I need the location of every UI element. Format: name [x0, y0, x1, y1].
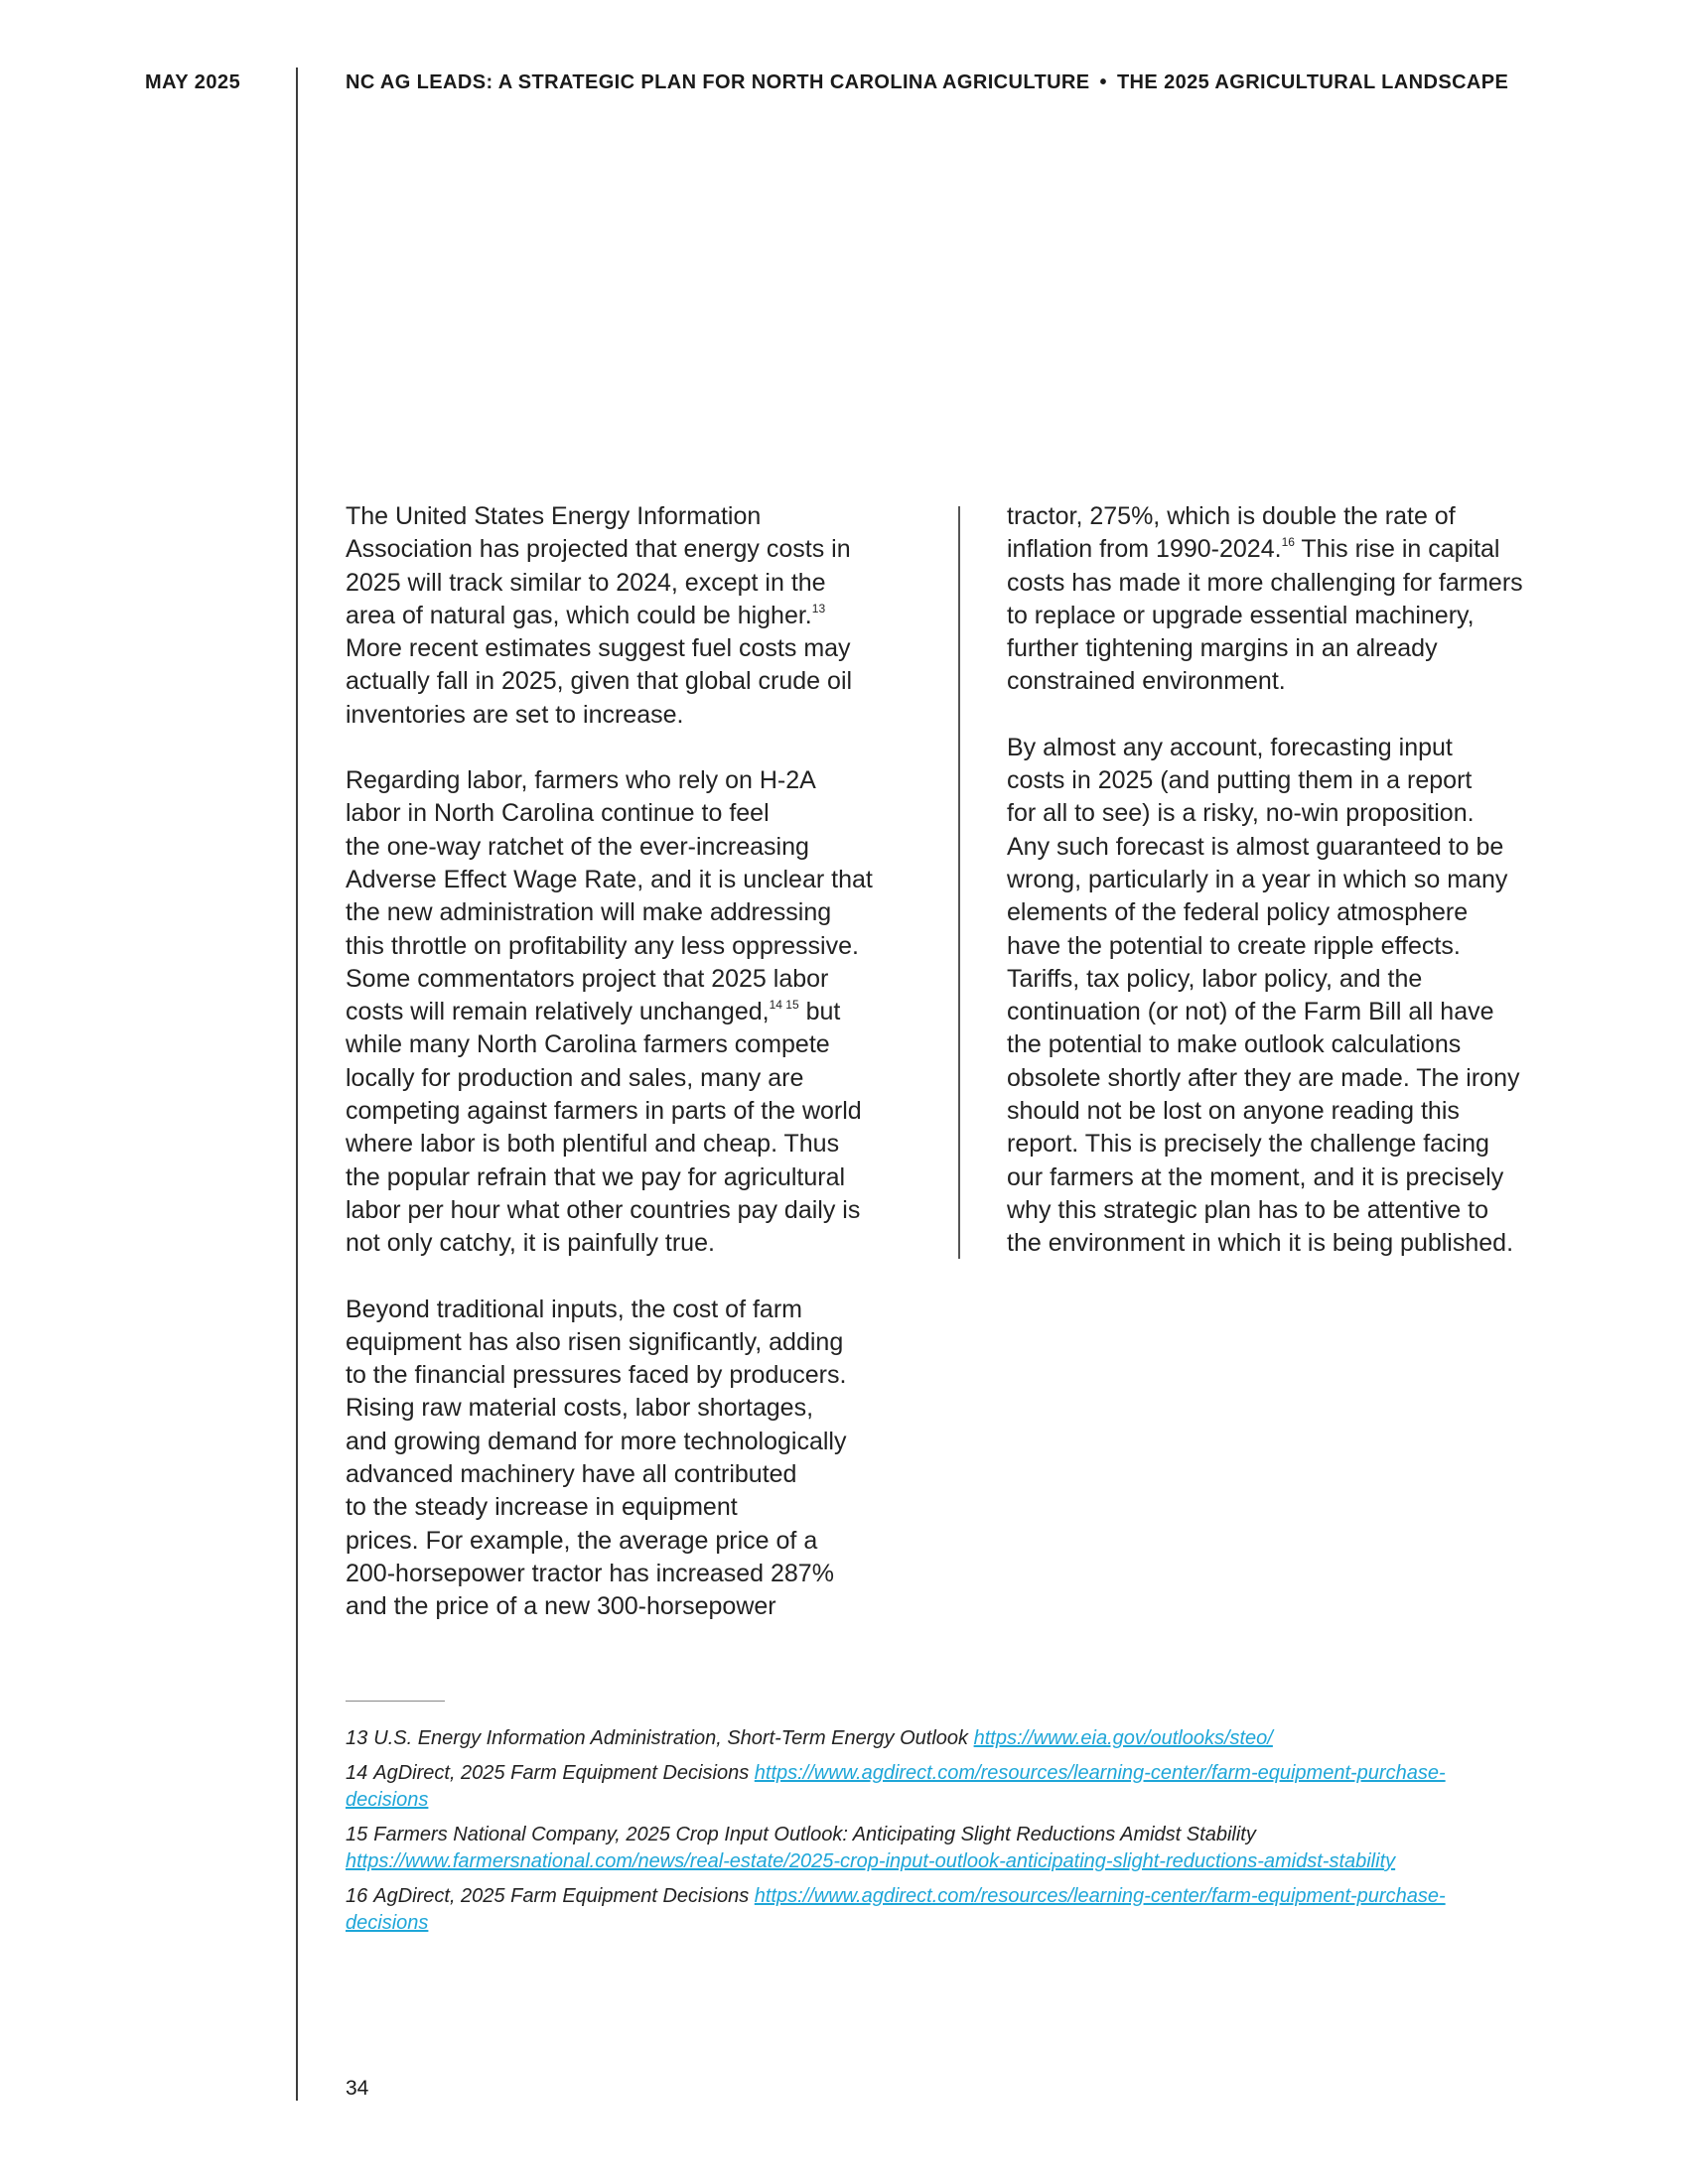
header-date: MAY 2025: [145, 71, 241, 93]
page-number: 34: [346, 2077, 369, 2100]
footnotes-list: [346, 1725, 1497, 1945]
footnote-14: 14 AgDirect, 2025 Farm Equipment Decisions https://www.agdirect.com/resources/learning-center/farm-equipment-purchase-decisions: [346, 1762, 1446, 1811]
footnote-13-link[interactable]: https://www.eia.gov/outlooks/steo/: [973, 1727, 1273, 1749]
page-vertical-rule: [296, 68, 298, 2101]
paragraph-equipment: Beyond traditional inputs, the cost of farm equipment has also risen significantly, adding to the financial pressures faced by producers. Rising raw material costs, labor shortages, and growing demand for more technologically advanced machinery have all contributed to the steady increase in equipment prices. For example, the average price of a 200-horsepower tractor has increased 287% and the price of a new 300-horsepower: [346, 1295, 847, 1621]
footnote-ref-14-15[interactable]: 14 15: [769, 998, 799, 1013]
paragraph-energy-costs: The United States Energy Information Association has projected that energy costs in 2025 will track similar to 2024, except in the area of natural gas, which could be higher.$^{13}$ More recent estimates suggest fuel costs may actually fall in 2025, given that global crude oil inventories are set to increase.: [346, 502, 853, 729]
right-text-column: [1007, 500, 1573, 1294]
column-divider: [958, 506, 960, 1259]
footnote-ref-13[interactable]: 13: [811, 601, 826, 615]
footnote-16: 16 AgDirect, 2025 Farm Equipment Decisions https://www.agdirect.com/resources/learning-center/farm-equipment-purchase-decisions: [346, 1885, 1446, 1934]
footnote-15-link[interactable]: https://www.farmersnational.com/news/real-estate/2025-crop-input-outlook-anticipating-slight-reductions-amidst-stability: [346, 1850, 1396, 1872]
paragraph-tractor-inflation: tractor, 275%, which is double the rate of inflation from 1990-2024.16 This rise in capital costs has made it more challenging for farmers to replace or upgrade essential machinery, further tightening margins in an already constrained environment.: [1007, 502, 1523, 696]
paragraph-forecasting: By almost any account, forecasting input costs in 2025 (and putting them in a report for all to see) is a risky, no-win proposition. Any such forecast is almost guaranteed to be wrong, particularly in a year in which so many elements of the federal policy atmosphere have the potential to create ripple effects. Tariffs, tax policy, labor policy, and the continuation (or not) of the Farm Bill all have the potential to make outlook calculations obsolete shortly after they are made. The irony should not be lost on anyone reading this report. This is precisely the challenge facing our farmers at the moment, and it is precisely why this strategic plan has to be attentive to the environment in which it is being published.: [1007, 733, 1520, 1258]
header-title-bar: [346, 71, 1508, 94]
paragraph-labor: Regarding labor, farmers who rely on H-2A labor in North Carolina continue to feel the one-way ratchet of the ever-increasing Adverse Effect Wage Rate, and it is unclear that the new administration will make addressing this throttle on profitability any less oppressive. Some commentators project that 2025 labor costs will remain relatively unchanged,$^{14 15}$ but while many North Carolina farmers compete locally for production and sales, many are competing against farmers in parts of the world where labor is both plentiful and cheap. Thus the popular refrain that we pay for agricultural labor per hour what other countries pay daily is not only catchy, it is painfully true.: [346, 766, 873, 1258]
document-title: NC AG LEADS: A STRATEGIC PLAN FOR NORTH CAROLINA AGRICULTURE: [346, 71, 1090, 93]
footnote-14-link[interactable]: https://www.agdirect.com/resources/learning-center/farm-equipment-purchase-decisions: [346, 1762, 1446, 1811]
header-separator: •: [1099, 71, 1107, 93]
footnote-rule: [346, 1701, 445, 1702]
footnote-13: 13 U.S. Energy Information Administration, Short-Term Energy Outlook https://www.eia.gov/outlooks/steo/: [346, 1727, 1273, 1749]
footnote-16-link[interactable]: https://www.agdirect.com/resources/learning-center/farm-equipment-purchase-decisions: [346, 1885, 1446, 1934]
section-title: THE 2025 AGRICULTURAL LANDSCAPE: [1116, 71, 1509, 93]
footnote-ref-16[interactable]: 16: [1281, 535, 1295, 550]
left-text-column: [346, 500, 912, 1657]
footnote-15: 15 Farmers National Company, 2025 Crop Input Outlook: Anticipating Slight Reductions Amidst Stability https://www.farmersnational.com/news/real-estate/2025-crop-input-outlook-anticipating-slight-reductions-amidst-stability: [346, 1824, 1396, 1872]
